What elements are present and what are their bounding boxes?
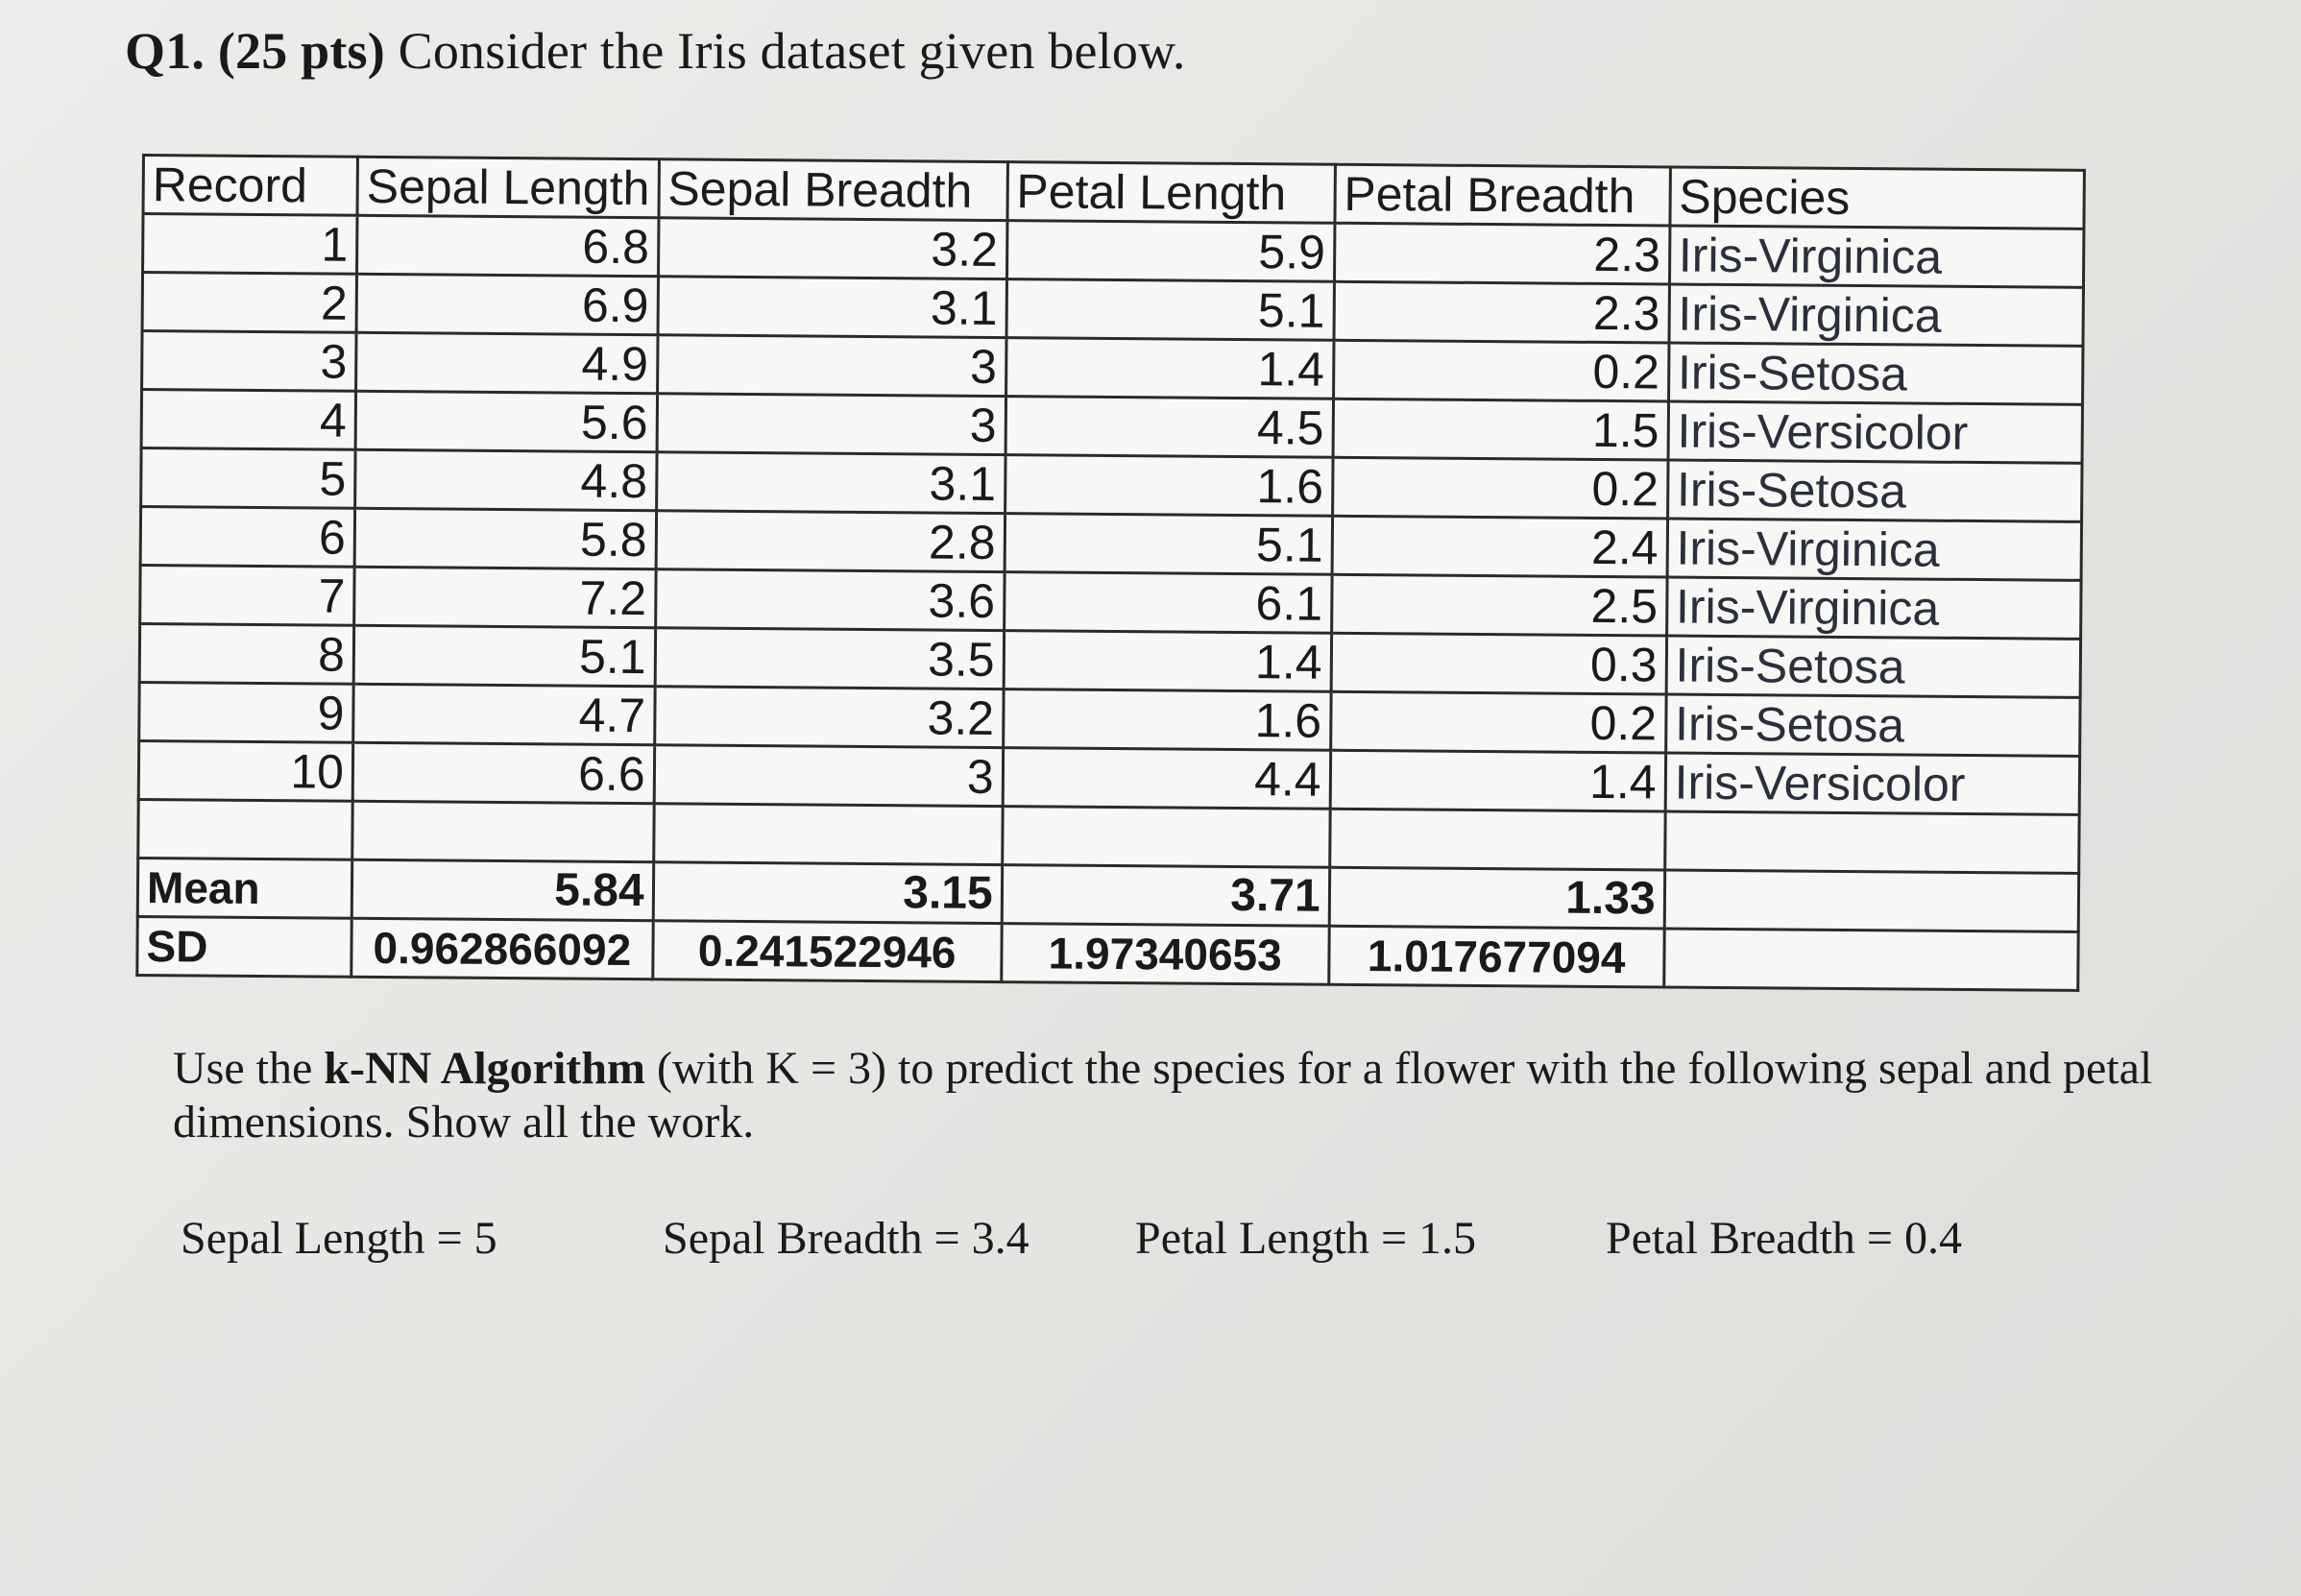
cell-petal-length: 6.1 — [1004, 572, 1331, 634]
query-petal-length: Petal Length = 1.5 — [1135, 1213, 1477, 1264]
cell-petal-breadth: 1.5 — [1333, 399, 1668, 460]
cell-sepal-breadth: 3.2 — [658, 218, 1006, 279]
cell-sepal-length: 6.9 — [356, 274, 658, 334]
cell-petal-breadth: 0.3 — [1331, 633, 1666, 694]
cell-sepal-length: 5.1 — [353, 625, 655, 686]
cell-record: 10 — [138, 740, 352, 801]
query-sepal-breadth: Sepal Breadth = 3.4 — [663, 1213, 1029, 1264]
cell-petal-length: 5.1 — [1005, 514, 1332, 575]
cell-petal-length: 1.4 — [1004, 631, 1331, 692]
cell-record: 3 — [142, 331, 356, 392]
query-sepal-length: Sepal Length = 5 — [181, 1213, 497, 1264]
mean-species-empty — [1664, 870, 2078, 931]
cell-record: 1 — [143, 214, 357, 275]
cell-petal-length: 1.6 — [1005, 455, 1332, 517]
blank-cell — [1329, 809, 1664, 870]
cell-record: 7 — [140, 565, 354, 625]
cell-species: Iris-Virginica — [1669, 226, 2083, 287]
header-petal-length: Petal Length — [1007, 162, 1335, 224]
cell-sepal-breadth: 3.1 — [656, 452, 1005, 514]
cell-species: Iris-Setosa — [1667, 460, 2081, 521]
blank-cell — [138, 799, 352, 859]
mean-sepal-breadth: 3.15 — [653, 862, 1002, 924]
cell-record: 2 — [142, 273, 356, 333]
table-body — [138, 214, 2083, 815]
cell-sepal-length: 4.7 — [353, 684, 655, 744]
question-number: Q1. — [125, 22, 206, 80]
iris-table-container — [135, 154, 2085, 992]
cell-species: Iris-Setosa — [1666, 636, 2080, 697]
header-sepal-length: Sepal Length — [357, 157, 659, 217]
cell-petal-length: 1.6 — [1003, 689, 1330, 751]
iris-table — [135, 154, 2085, 992]
cell-petal-breadth: 2.3 — [1334, 281, 1669, 343]
cell-species: Iris-Virginica — [1666, 577, 2080, 639]
instructions — [173, 1042, 2190, 1149]
cell-species: Iris-Virginica — [1669, 284, 2083, 346]
sd-petal-breadth: 1.017677094 — [1328, 926, 1663, 987]
cell-species: Iris-Setosa — [1665, 694, 2079, 756]
cell-record: 4 — [141, 390, 355, 450]
sd-sepal-length: 0.962866092 — [351, 918, 653, 979]
cell-petal-breadth: 1.4 — [1330, 750, 1665, 811]
cell-sepal-breadth: 3.6 — [655, 569, 1004, 631]
sd-label: SD — [137, 916, 351, 977]
cell-record: 8 — [139, 623, 353, 684]
cell-petal-breadth: 0.2 — [1332, 457, 1667, 519]
header-sepal-breadth: Sepal Breadth — [659, 159, 1007, 221]
cell-sepal-breadth: 3.1 — [658, 277, 1006, 338]
cell-sepal-length: 6.6 — [352, 742, 654, 803]
question-text: Consider the Iris dataset given below. — [398, 22, 1186, 80]
cell-petal-length: 5.1 — [1006, 279, 1334, 341]
cell-species: Iris-Virginica — [1667, 519, 2081, 580]
table-summary — [137, 799, 2079, 990]
header-petal-breadth: Petal Breadth — [1335, 164, 1670, 226]
cell-species: Iris-Versicolor — [1665, 753, 2079, 814]
cell-species: Iris-Setosa — [1668, 343, 2082, 404]
mean-petal-breadth: 1.33 — [1329, 867, 1664, 929]
cell-species: Iris-Versicolor — [1668, 401, 2082, 463]
cell-sepal-breadth: 2.8 — [656, 511, 1005, 572]
mean-label: Mean — [137, 858, 351, 918]
cell-sepal-breadth: 3 — [657, 394, 1005, 455]
sd-species-empty — [1663, 929, 2077, 990]
cell-sepal-length: 5.8 — [354, 508, 656, 568]
instructions-algorithm: k-NN Algorithm — [324, 1043, 645, 1094]
header-record: Record — [143, 156, 357, 216]
instructions-suffix: (with K = 3) to predict the species for a flower with the following sepal and petal dimensions. Show all the work. — [173, 1043, 2153, 1148]
instructions-prefix: Use the — [173, 1043, 313, 1094]
cell-sepal-breadth: 3 — [654, 745, 1003, 807]
cell-record: 6 — [140, 507, 354, 568]
cell-petal-length: 4.4 — [1003, 748, 1330, 810]
blank-cell — [352, 801, 654, 861]
cell-sepal-breadth: 3 — [657, 335, 1005, 397]
cell-petal-length: 4.5 — [1005, 397, 1333, 458]
sd-petal-length: 1.97340653 — [1001, 924, 1328, 985]
blank-cell — [653, 804, 1002, 865]
question-points: (25 pts) — [217, 22, 385, 80]
cell-sepal-length: 7.2 — [354, 567, 656, 627]
cell-petal-breadth: 0.2 — [1333, 340, 1668, 401]
cell-sepal-length: 4.8 — [355, 449, 657, 510]
cell-record: 5 — [141, 448, 355, 509]
cell-petal-breadth: 2.3 — [1334, 223, 1669, 284]
query-petal-breadth: Petal Breadth = 0.4 — [1606, 1213, 1962, 1264]
cell-record: 9 — [139, 682, 353, 742]
cell-petal-breadth: 2.5 — [1331, 574, 1666, 636]
cell-sepal-breadth: 3.2 — [654, 687, 1003, 748]
cell-sepal-breadth: 3.5 — [655, 628, 1004, 689]
mean-sepal-length: 5.84 — [351, 859, 653, 920]
header-species: Species — [1670, 167, 2084, 229]
blank-cell — [1002, 807, 1329, 868]
cell-sepal-length: 4.9 — [356, 332, 658, 393]
cell-petal-length: 5.9 — [1006, 221, 1334, 282]
cell-sepal-length: 6.8 — [357, 215, 659, 276]
cell-petal-breadth: 2.4 — [1332, 516, 1667, 577]
mean-petal-length: 3.71 — [1002, 865, 1329, 927]
cell-sepal-length: 5.6 — [355, 391, 657, 451]
blank-cell — [1664, 811, 2078, 873]
cell-petal-breadth: 0.2 — [1330, 691, 1665, 753]
sd-sepal-breadth: 0.241522946 — [652, 921, 1001, 982]
question-title — [125, 21, 1186, 81]
cell-petal-length: 1.4 — [1005, 338, 1333, 399]
